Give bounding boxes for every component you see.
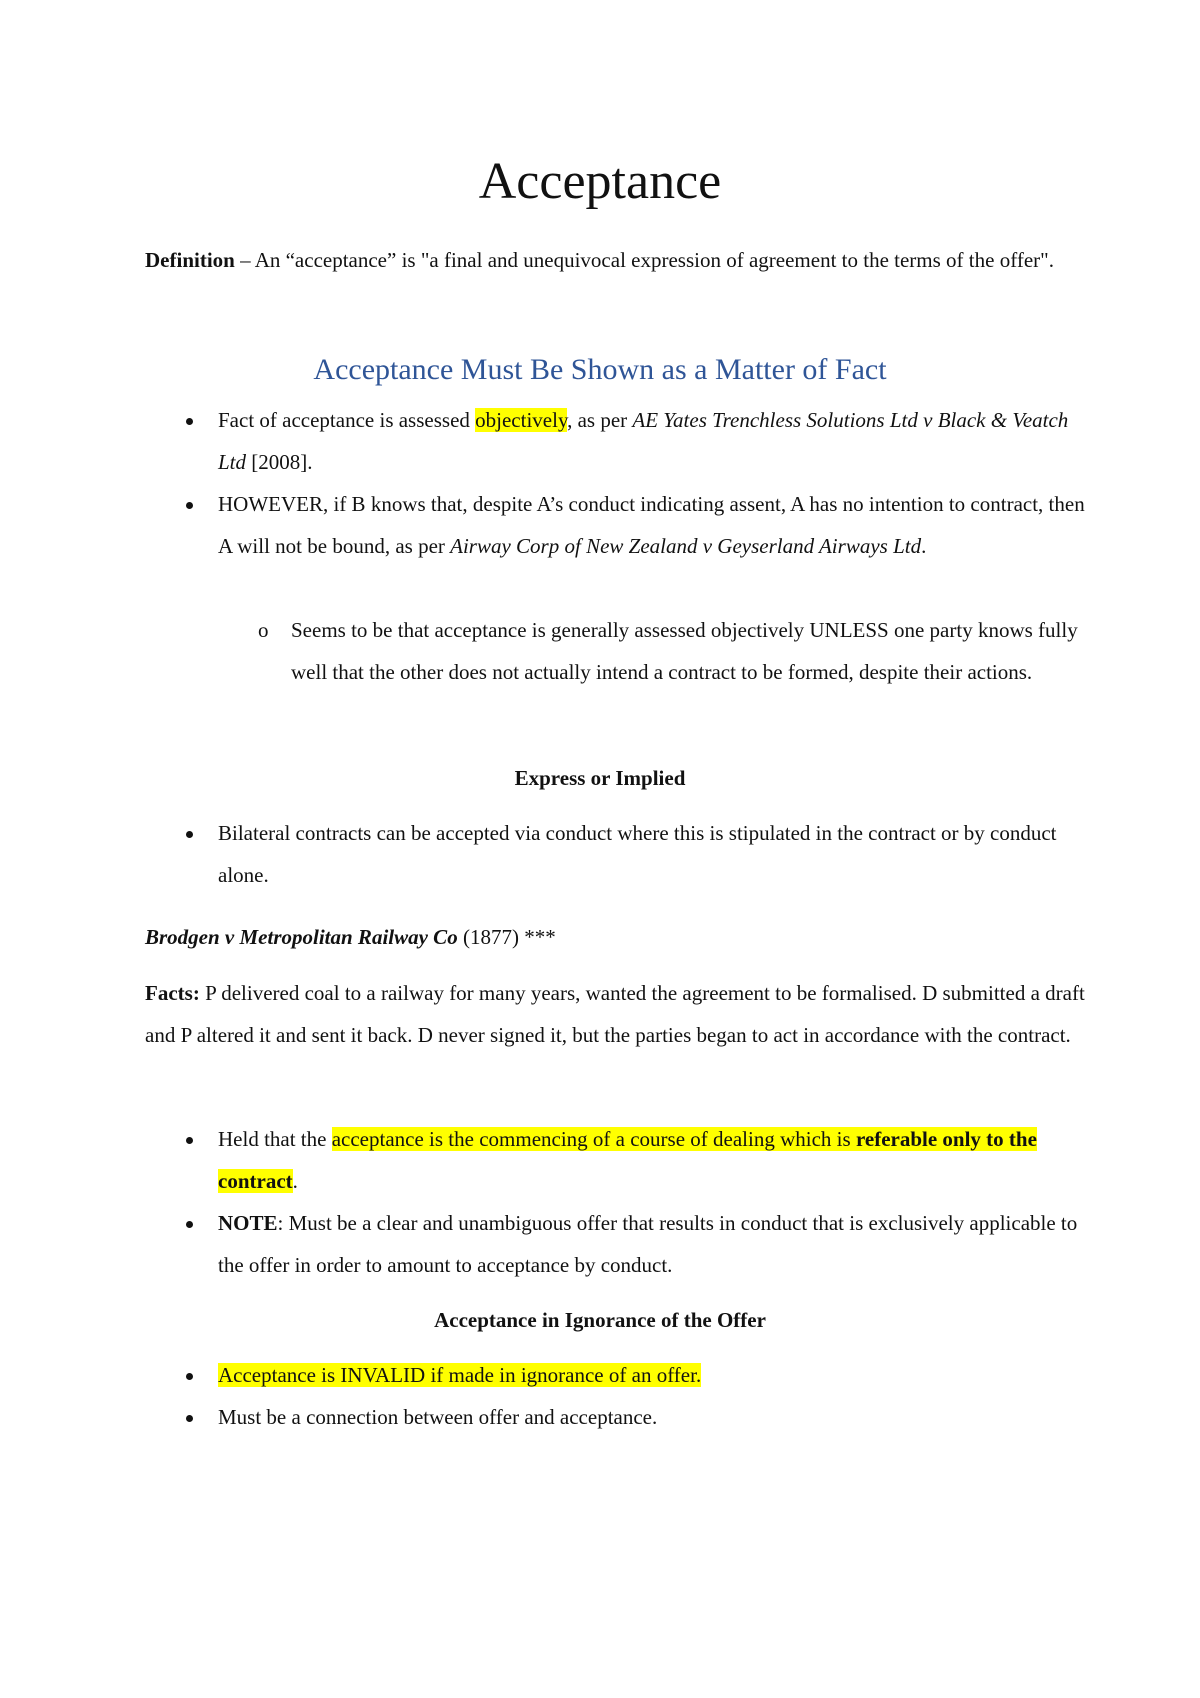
bullet-dot [186,1373,193,1380]
section-heading-ignorance: Acceptance in Ignorance of the Offer [434,1308,766,1332]
highlight-invalid: Acceptance is INVALID if made in ignorance of an offer. [218,1363,702,1387]
case-heading-brodgen [145,917,1085,959]
bullet-text-pre: Fact of acceptance is assessed [218,408,476,432]
section-heading-express-implied: Express or Implied [514,766,686,790]
highlight-held-bold: referable only to the contract [218,1127,1037,1193]
case-year-brodgen: (1877) *** [457,925,556,949]
bullet-dot [186,1415,193,1422]
definition-dash: – [234,248,255,272]
bullet-dot [186,502,193,509]
highlight-held: acceptance is the commencing of a course of dealing which is [331,1127,856,1151]
bullet-note [218,1203,1088,1286]
facts-paragraph [145,973,1085,1056]
bullet-text-post: . [921,533,927,558]
case-name-brodgen: Brodgen v Metropolitan Railway Co [145,925,458,949]
sub-bullet-marker: o [258,618,269,642]
facts-label: Facts: [145,981,200,1005]
bullet-text-post: [2008]. [246,449,313,474]
bullet-dot [186,418,193,425]
held-pre: Held that the [218,1127,332,1151]
sub-bullet-objective-unless: Seems to be that acceptance is generally assessed objectively UNLESS one party knows fully well that the other does not actually intend a contract to be formed, despite their actions. [291,618,1078,684]
bullet-dot [186,1137,193,1144]
definition-text: An “acceptance” is "a final and unequivocal expression of agreement to the terms of the offer". [254,248,1054,272]
bullet-connection: Must be a connection between offer and acceptance. [218,1405,658,1429]
bullet-dot [186,831,193,838]
case-citation-airway-corp: Airway Corp of New Zealand v Geyserland Airways Ltd [450,533,922,558]
note-text: : Must be a clear and unambiguous offer that results in conduct that is exclusively applicable to the offer in order to amount to acceptance by conduct. [218,1211,1078,1277]
bullet-dot [186,1221,193,1228]
definition-label: Definition [145,248,235,272]
note-label: NOTE [218,1211,278,1235]
highlight-objectively: objectively [475,408,568,432]
bullet-held [218,1119,1088,1202]
bullet-objective-assessment [218,400,1088,483]
held-post: . [292,1168,298,1193]
bullet-however-intention [218,484,1088,567]
page-title: Acceptance [478,153,722,210]
case-citation-ae-yates: AE Yates Trenchless Solutions Ltd v Black & Veatch Ltd [218,408,1069,474]
facts-text: P delivered coal to a railway for many years, wanted the agreement to be formalised. D submitted a draft and P altered it and sent it back. D never signed it, but the parties began to act in accordance with the contract. [145,981,1085,1047]
definition-paragraph [145,240,1085,282]
bullet-text-pre: HOWEVER, if B knows that, despite A’s conduct indicating assent, A has no intention to contract, then A will not be bound, as per [218,492,1085,558]
bullet-bilateral-contracts: Bilateral contracts can be accepted via conduct where this is stipulated in the contract or by conduct alone. [218,821,1057,887]
section-heading-matter-of-fact: Acceptance Must Be Shown as a Matter of Fact [313,353,887,386]
bullet-invalid-ignorance [218,1355,1088,1397]
bullet-text-mid: , as per [567,408,633,432]
